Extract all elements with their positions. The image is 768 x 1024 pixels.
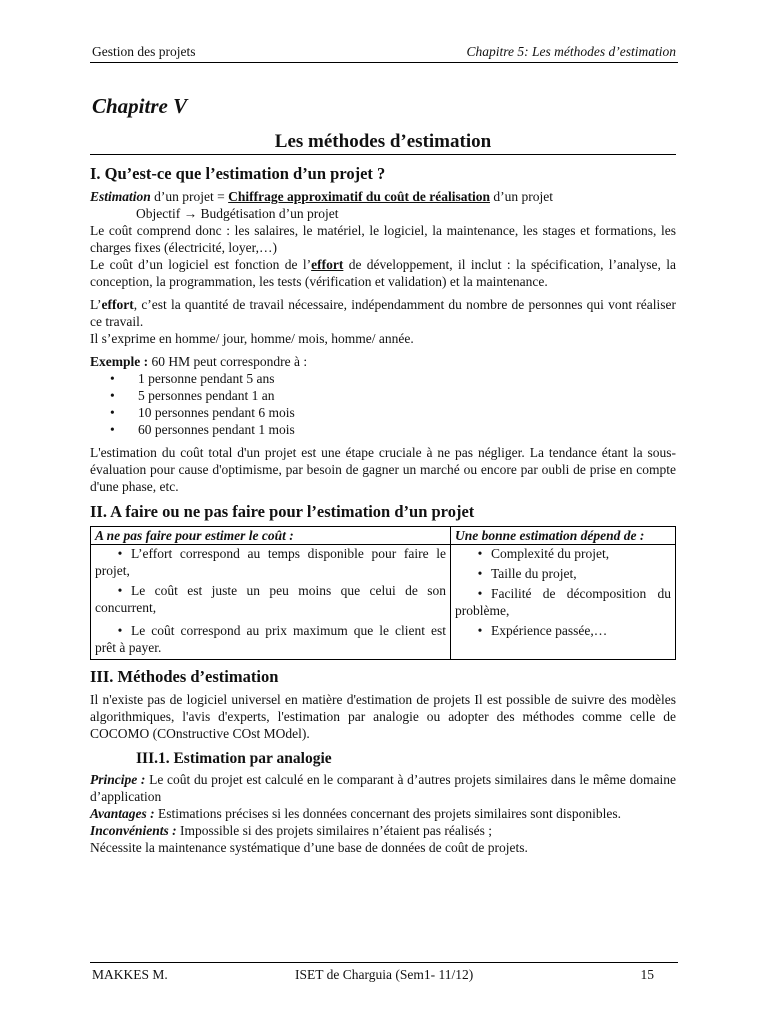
example-label: Exemple : bbox=[90, 354, 149, 369]
objectif-line: Objectif → Budgétisation d’un projet bbox=[136, 206, 339, 221]
header-right: Chapitre 5: Les méthodes d’estimation bbox=[466, 44, 676, 59]
page-number: 15 bbox=[640, 967, 654, 982]
estimation-paragraph: L'estimation du coût total d'un projet est une étape cruciale à ne pas négliger. La tendance étant la sous-évaluation pour cause d'optimisme, par besoin de gagner un marché ou encore par oubli de prise en compte d'une phase, etc. bbox=[90, 445, 676, 494]
definition-end: d’un projet bbox=[490, 189, 554, 204]
cost-paragraph: Le coût comprend donc : les salaires, le matériel, le logiciel, la maintenance, les stages et formations, les charges fixes (électricité, loyer,…) bbox=[90, 223, 676, 255]
do-dont-table bbox=[90, 526, 676, 660]
effort-term: effort bbox=[311, 257, 344, 272]
footer-institution: ISET de Charguia (Sem1- 11/12) bbox=[295, 967, 474, 982]
definition-bold: Chiffrage approximatif du coût de réalisation bbox=[228, 189, 491, 204]
list-item: • 1 personne pendant 5 ans bbox=[138, 370, 676, 387]
example-line bbox=[90, 353, 676, 370]
table-cell-dont bbox=[91, 545, 451, 660]
table-bullet: • Le coût correspond au prix maximum que le client est prêt à payer. bbox=[95, 623, 446, 655]
section-2-heading: II. A faire ou ne pas faire pour l’estimation d’un projet bbox=[90, 502, 475, 521]
footer-author: MAKKES M. bbox=[92, 967, 168, 982]
effort-definition bbox=[90, 296, 676, 330]
table-bullet: • Expérience passée,… bbox=[477, 623, 608, 638]
header-left: Gestion des projets bbox=[92, 44, 196, 59]
list-item: • 60 personnes pendant 1 mois bbox=[138, 421, 676, 438]
definition-mid: d’un projet = bbox=[150, 189, 229, 204]
effort-def-c: , c’est la quantité de travail nécessaire, indépendamment du nombre de personnes qui vont réaliser ce travail. bbox=[90, 297, 676, 329]
page-header bbox=[90, 42, 678, 63]
example-text: 60 HM peut correspondre à : bbox=[148, 354, 308, 369]
chapter-label: Chapitre V bbox=[92, 94, 188, 118]
section-3-heading: III. Méthodes d’estimation bbox=[90, 667, 279, 686]
section-1-heading: I. Qu’est-ce que l’estimation d’un projet ? bbox=[90, 164, 386, 183]
table-bullet: • Taille du projet, bbox=[477, 566, 577, 581]
table-bullet: • L’effort correspond au temps disponible pour faire le projet, bbox=[95, 546, 446, 578]
methods-paragraph: Il n'existe pas de logiciel universel en matière d'estimation de projets Il est possible de suivre des modèles algorithmiques, l'avis d'experts, l'estimation par analogie ou adopter des méthodes comme celle de COCOMO (COnstructive COst MOdel). bbox=[90, 692, 676, 741]
definition bbox=[90, 188, 676, 205]
effort-def-term: effort bbox=[101, 297, 134, 312]
inconvenients-line-2: Nécessite la maintenance systématique d’une base de données de coût de projets. bbox=[90, 840, 528, 855]
table-bullet: • Facilité de décomposition du problème, bbox=[455, 586, 671, 618]
page-footer bbox=[90, 962, 678, 985]
list-item: • 10 personnes pendant 6 mois bbox=[138, 404, 676, 421]
inconvenients-line: Inconvénients : Impossible si des projets similaires n’étaient pas réalisés ; bbox=[90, 823, 492, 838]
avantages-line: Avantages : Estimations précises si les données concernant des projets similaires sont disponibles. bbox=[90, 806, 622, 821]
table-bullet: • Complexité du projet, bbox=[477, 546, 610, 561]
principe-line: Principe : Le coût du projet est calculé en le comparant à d’autres projets similaires dans le même domaine d’application bbox=[90, 772, 676, 804]
table-header-depends: Une bonne estimation dépend de : bbox=[451, 527, 676, 545]
table-cell-depends bbox=[451, 545, 676, 660]
example-list bbox=[90, 370, 676, 438]
effort-text-a: Le coût d’un logiciel est fonction de l’ bbox=[90, 257, 312, 272]
effort-units: Il s’exprime en homme/ jour, homme/ mois, homme/ année. bbox=[90, 331, 414, 346]
definition-term: Estimation bbox=[90, 189, 151, 204]
list-item: • 5 personnes pendant 1 an bbox=[138, 387, 676, 404]
page-title: Les méthodes d’estimation bbox=[90, 133, 676, 155]
effort-text-c: de développement, il inclut : la spécification, l’analyse, la conception, la programmation, les tests (vérification et validation) et la maintenance. bbox=[90, 257, 677, 289]
table-header-dont: A ne pas faire pour estimer le coût : bbox=[91, 527, 451, 545]
subsection-heading: III.1. Estimation par analogie bbox=[136, 750, 332, 767]
effort-paragraph bbox=[90, 256, 676, 290]
table-bullet: • Le coût est juste un peu moins que celui de son concurrent, bbox=[95, 583, 446, 615]
effort-def-a: L’ bbox=[90, 297, 102, 312]
page-content bbox=[90, 94, 677, 856]
